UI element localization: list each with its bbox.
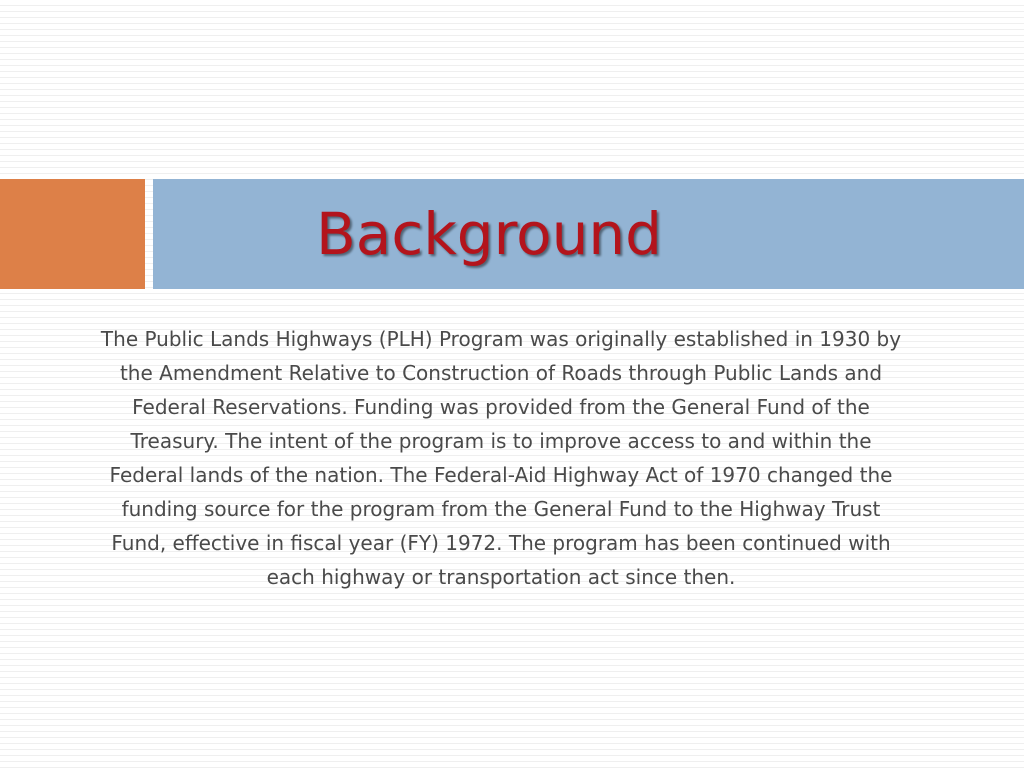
orange-accent-block: [0, 179, 145, 289]
slide-title: Background: [315, 200, 663, 268]
slide-body-text: The Public Lands Highways (PLH) Program was originally established in 1930 by the Amendment Relative to Construction of Roads through Public Lands and Federal Reservations. Funding was provided from the General Fund of the Treasury. The intent of the program is to improve access to and within the Federal lands of the nation. The Federal-Aid Highway Act of 1970 changed the funding source for the program from the General Fund to the Highway Trust Fund, effective in fiscal year (FY) 1972. The program has been continued with each highway or transportation act since then.: [100, 327, 902, 589]
